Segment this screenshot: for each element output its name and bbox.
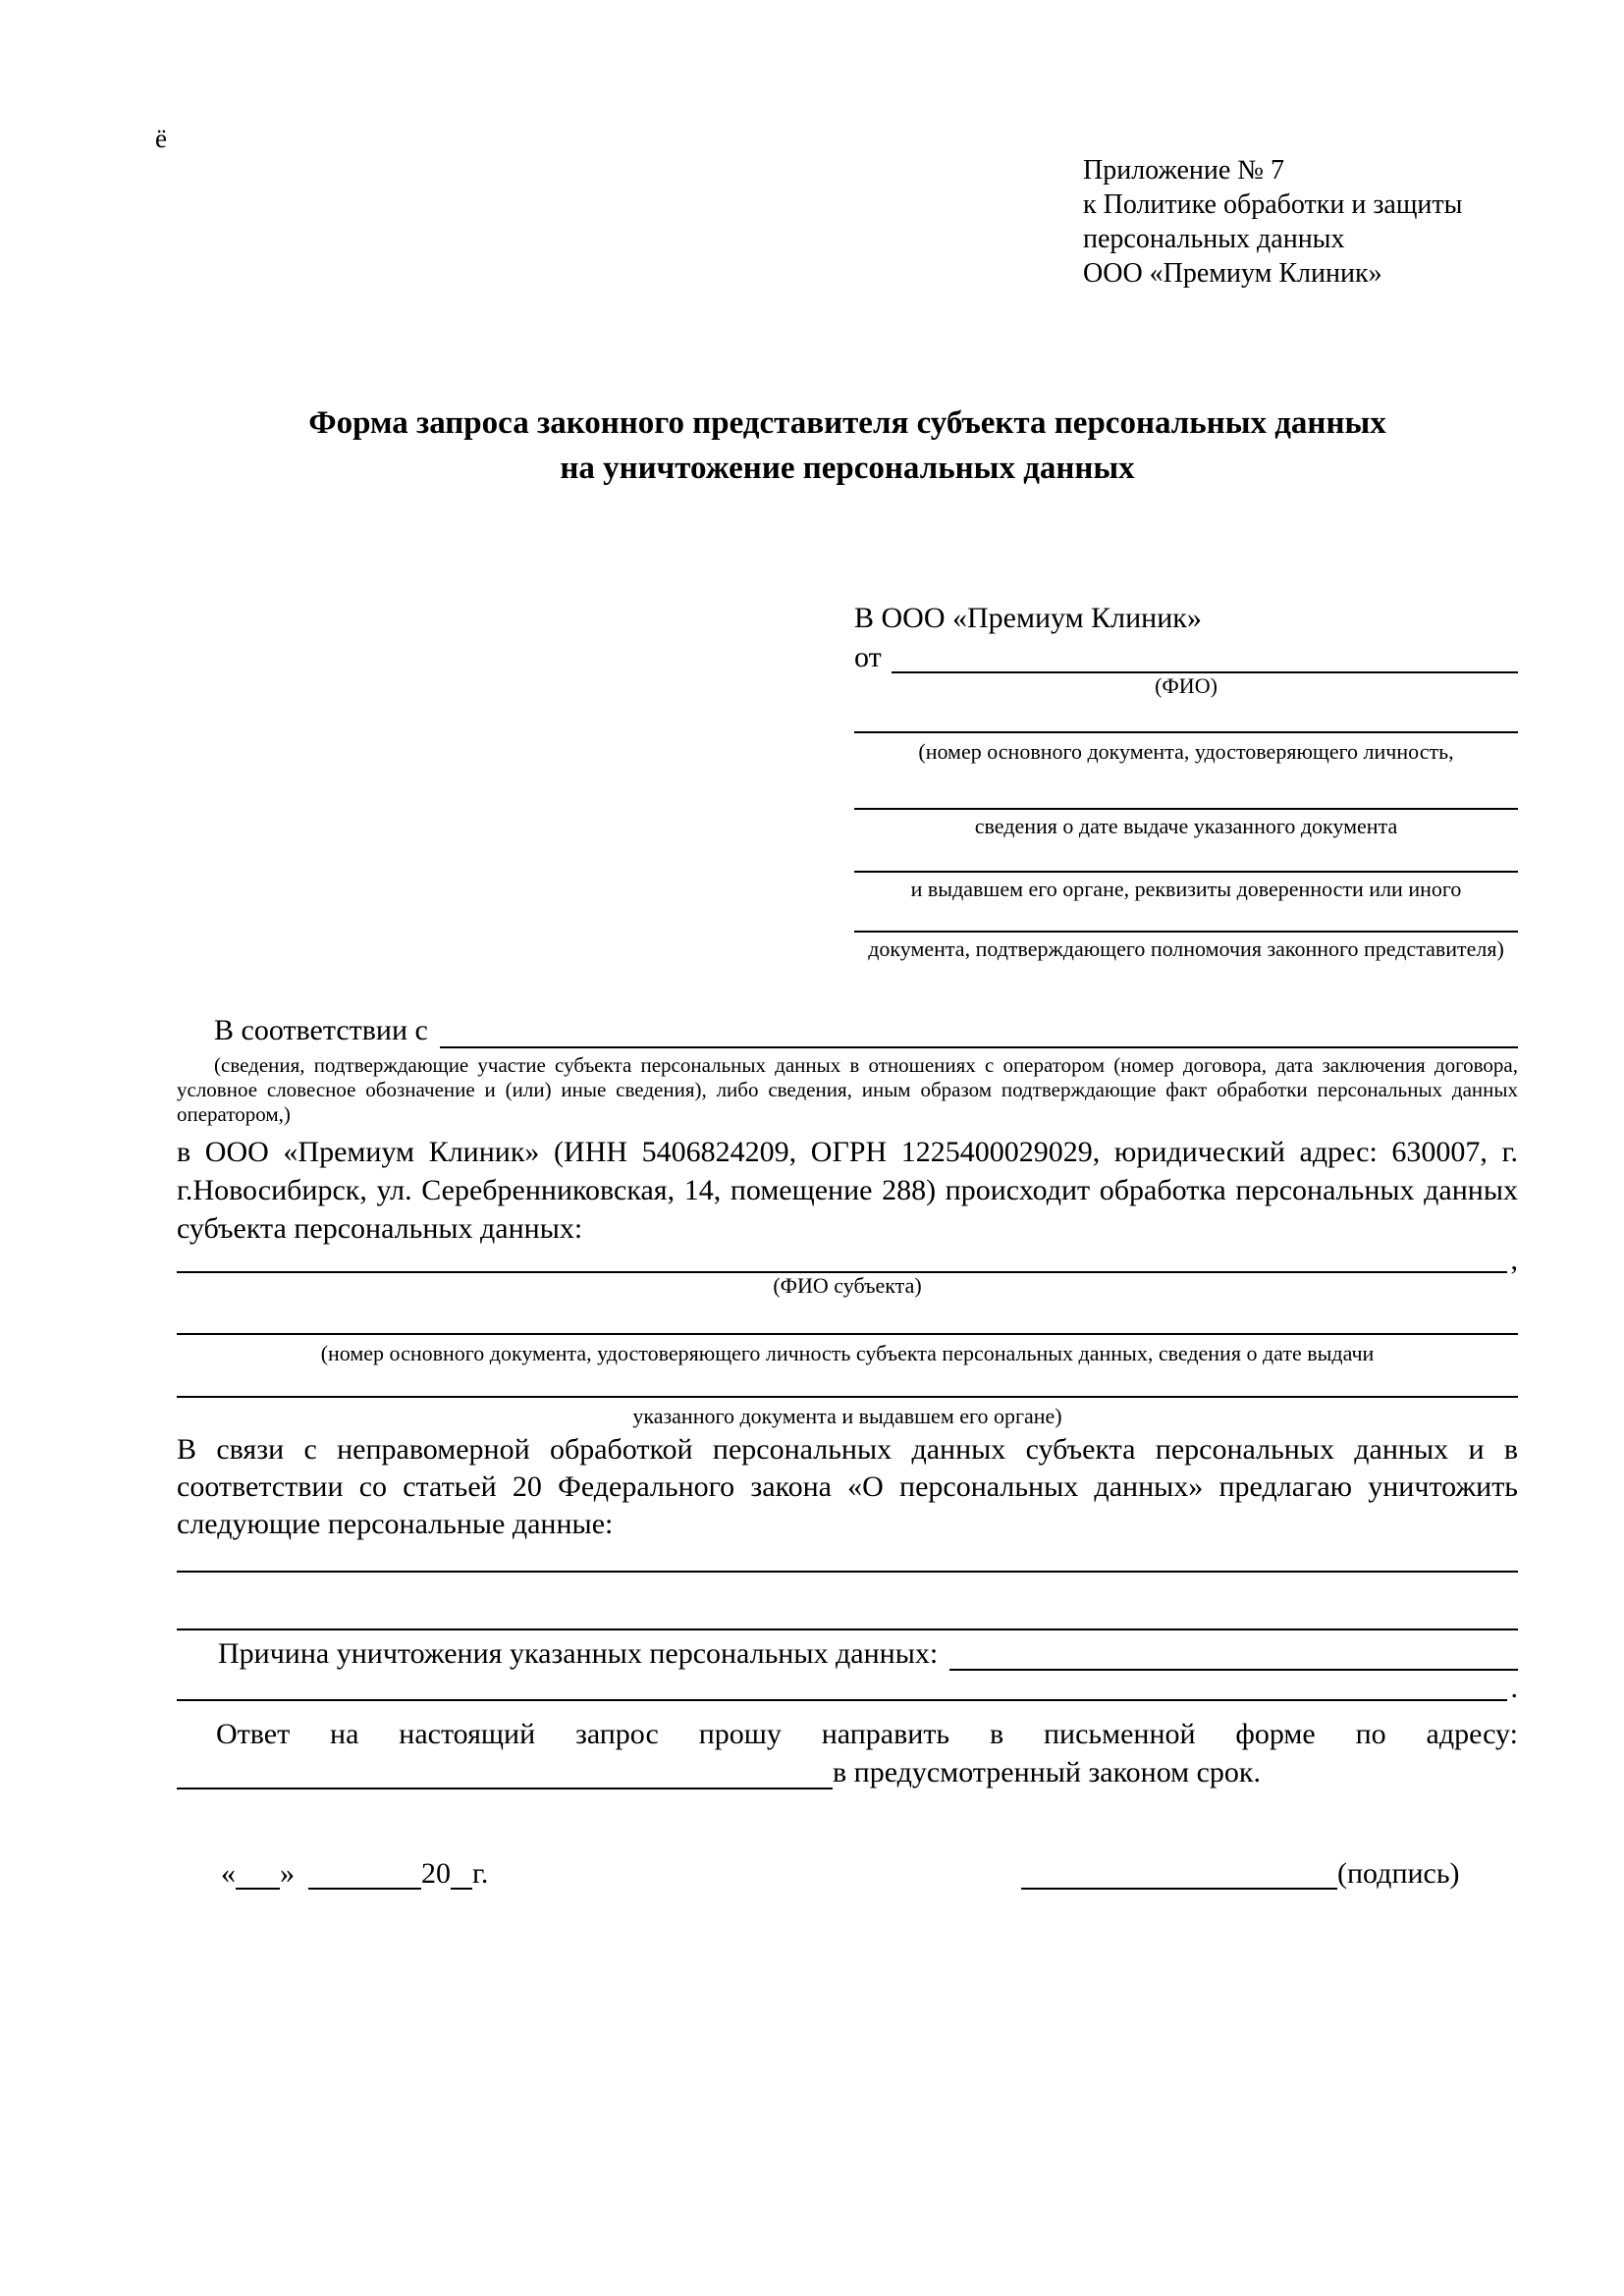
date-month-blank (308, 1858, 421, 1890)
body-block (177, 1011, 1518, 1789)
unlawful-paragraph: В связи с неправомерной обработкой персональных данных субъекта персональных данных и в соответствии со статьей 20 Федерального закона «О персональных данных» предлагаю уничтожить следующие персональные данные: (177, 1433, 1518, 1540)
date-close-quote: » (280, 1857, 295, 1890)
date-day-blank (236, 1858, 280, 1890)
from-name-blank (892, 642, 1518, 673)
doc-caption-1: (номер основного документа, удостоверяющего личность, (918, 739, 1454, 764)
reason-label: Причина уничтожения указанных персональных данных: (218, 1637, 939, 1670)
appendix-line: ООО «Премиум Клиник» (1083, 258, 1382, 289)
addressee-to: В ООО «Премиум Клиник» (854, 602, 1202, 634)
subject-doc-caption-1: (номер основного документа, удостоверяющего личность субъекта персональных данных, сведения о дате выдачи (320, 1341, 1375, 1365)
date-year-prefix: 20 (421, 1857, 451, 1890)
date-open-quote: « (221, 1857, 236, 1890)
subject-fio-row (177, 1244, 1518, 1276)
signature-blank (1021, 1858, 1337, 1890)
stray-character: ё (155, 124, 167, 153)
fio-caption: (ФИО) (1155, 673, 1218, 698)
according-row (177, 1011, 1518, 1048)
date-line (221, 1858, 488, 1890)
doc-caption-4: документа, подтверждающего полномочия законного представителя) (868, 936, 1504, 961)
doc-caption-3: и выдавшем его органе, реквизиты доверенности или иного (910, 877, 1462, 901)
from-label: от (854, 641, 882, 673)
doc-caption-2: сведения о дате выдаче указанного документа (974, 814, 1398, 838)
form-title (177, 400, 1518, 491)
answer-address-row (177, 1754, 1518, 1789)
subject-doc-blank-1 (177, 1299, 1518, 1335)
doc-authority-blank (854, 902, 1518, 933)
subject-doc-blank-2 (177, 1366, 1518, 1398)
form-title-line: на уничтожение персональных данных (560, 451, 1135, 486)
doc-issuer-blank (854, 839, 1518, 873)
form-title-line: Форма запроса законного представителя субъекта персональных данных (308, 405, 1386, 441)
reason-period: . (1510, 1672, 1518, 1704)
subject-fio-caption: (ФИО субъекта) (773, 1273, 922, 1298)
addressee-block (854, 601, 1518, 962)
from-row (854, 642, 1518, 673)
reason-row (177, 1635, 1518, 1671)
appendix-line: Приложение № 7 (1083, 155, 1284, 186)
signature-caption: (подпись) (1337, 1857, 1460, 1890)
according-label: В соответствии с (214, 1014, 428, 1046)
doc-number-blank (854, 699, 1518, 733)
according-blank (440, 1013, 1518, 1048)
date-year-suffix: г. (472, 1857, 489, 1890)
reason-continuation-row (177, 1671, 1518, 1704)
according-note: (сведения, подтверждающие участие субъекта персональных данных в отношениях с оператором (номер договора, дата заключения договора, условное словесное обозначение и (или) иные сведения), либо сведения, иным образом подтверждающие факт обработки персональных данных оператором,) (177, 1053, 1518, 1126)
answer-tail: в предусмотренный законом срок. (833, 1756, 1261, 1789)
answer-address-blank (177, 1758, 833, 1789)
operator-paragraph: в ООО «Премиум Клиник» (ИНН 5406824209, ОГРН 1225400029029, юридический адрес: 630007, г. г.Новосибирск, ул. Серебренниковская, 14, помещение 288) происходит обработка персональных данных субъекта персональных данных: (177, 1136, 1518, 1245)
answer-paragraph: Ответ на настоящий запрос прошу направить в письменной форме по адресу: (216, 1718, 1518, 1750)
subject-doc-caption-2: указанного документа и выдавшем его органе) (632, 1404, 1062, 1428)
data-list-blank-1 (177, 1543, 1518, 1573)
appendix-line: к Политике обработки и защиты (1083, 189, 1463, 220)
reason-continuation-blank (177, 1671, 1507, 1701)
subject-fio-blank (177, 1248, 1507, 1273)
subject-fio-comma: , (1510, 1244, 1518, 1276)
reason-blank (949, 1637, 1518, 1671)
signature-line (1021, 1858, 1460, 1890)
date-year-blank (451, 1858, 472, 1890)
appendix-line: персональных данных (1083, 224, 1345, 254)
doc-date-blank (854, 765, 1518, 810)
data-list-blank-2 (177, 1573, 1518, 1630)
appendix-block (1083, 153, 1544, 291)
